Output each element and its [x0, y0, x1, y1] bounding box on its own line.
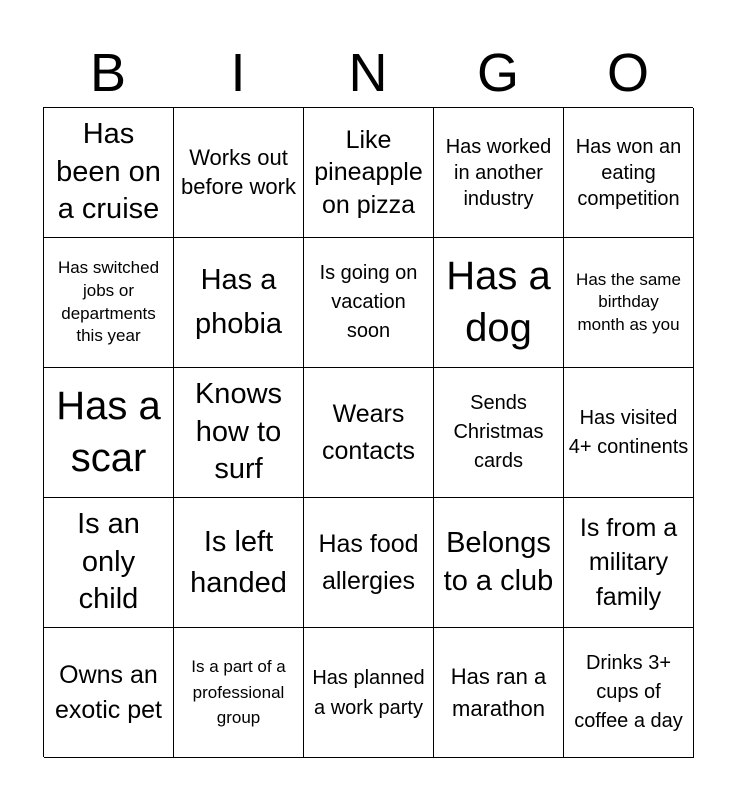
- bingo-cell[interactable]: [434, 498, 564, 628]
- bingo-cell[interactable]: [44, 108, 174, 238]
- cell-text: Has won an eating competition: [575, 135, 682, 210]
- cell-text: Is a part of a professional group: [191, 657, 286, 728]
- cell-text: Is left handed: [190, 526, 287, 599]
- bingo-cell[interactable]: [44, 238, 174, 368]
- cell-text: Has a scar: [56, 384, 161, 480]
- bingo-cell[interactable]: [174, 238, 304, 368]
- bingo-cell[interactable]: [564, 108, 694, 238]
- cell-text: Works out before work: [181, 144, 296, 199]
- cell-text: Wears contacts: [321, 400, 416, 465]
- bingo-cell[interactable]: [44, 628, 174, 758]
- header-letter-n: N: [348, 43, 388, 103]
- cell-text: Has food allergies: [318, 530, 419, 595]
- header-letter-o: O: [606, 43, 649, 103]
- bingo-cell[interactable]: [564, 628, 694, 758]
- bingo-cell[interactable]: [44, 368, 174, 498]
- cell-text: Has been on a cruise: [56, 117, 161, 226]
- bingo-cell[interactable]: [174, 368, 304, 498]
- cell-text: Has a dog: [446, 254, 551, 350]
- cell-text: Is from a military family: [579, 513, 678, 611]
- bingo-board: [43, 107, 693, 757]
- cell-text: Like pineapple on pizza: [314, 125, 423, 219]
- cell-text: Has a phobia: [194, 264, 283, 340]
- cell-text: Is an only child: [77, 507, 140, 616]
- bingo-cell[interactable]: [434, 238, 564, 368]
- cell-text: Belongs to a club: [443, 526, 554, 597]
- cell-text: Has visited 4+ continents: [568, 406, 689, 458]
- bingo-cell[interactable]: [174, 498, 304, 628]
- bingo-cell[interactable]: [174, 108, 304, 238]
- bingo-cell[interactable]: [434, 368, 564, 498]
- cell-text: Has planned a work party: [312, 666, 425, 719]
- header-letter-g: G: [476, 43, 519, 103]
- bingo-cell[interactable]: [304, 498, 434, 628]
- cell-text: Sends Christmas cards: [453, 392, 544, 472]
- header-letter-b: B: [89, 43, 127, 103]
- cell-text: Has the same birthday month as you: [576, 269, 681, 334]
- bingo-cell[interactable]: [304, 238, 434, 368]
- cell-text: Has worked in another industry: [445, 135, 552, 210]
- bingo-cell[interactable]: [564, 238, 694, 368]
- cell-text: Knows how to surf: [194, 377, 283, 486]
- bingo-cell[interactable]: [564, 498, 694, 628]
- bingo-cell[interactable]: [174, 628, 304, 758]
- cell-text: Has switched jobs or departments this year: [57, 258, 160, 346]
- bingo-cell[interactable]: [564, 368, 694, 498]
- bingo-cell[interactable]: [434, 108, 564, 238]
- cell-text: Owns an exotic pet: [54, 661, 162, 724]
- bingo-cell[interactable]: [304, 108, 434, 238]
- header-letter-i: I: [230, 43, 246, 103]
- bingo-cell[interactable]: [44, 498, 174, 628]
- bingo-cell[interactable]: [304, 368, 434, 498]
- bingo-cell[interactable]: [304, 628, 434, 758]
- cell-text: Has ran a marathon: [450, 664, 547, 721]
- cell-text: Is going on vacation soon: [319, 262, 418, 342]
- cell-text: Drinks 3+ cups of coffee a day: [574, 652, 683, 732]
- bingo-header: [43, 40, 693, 106]
- bingo-cell[interactable]: [434, 628, 564, 758]
